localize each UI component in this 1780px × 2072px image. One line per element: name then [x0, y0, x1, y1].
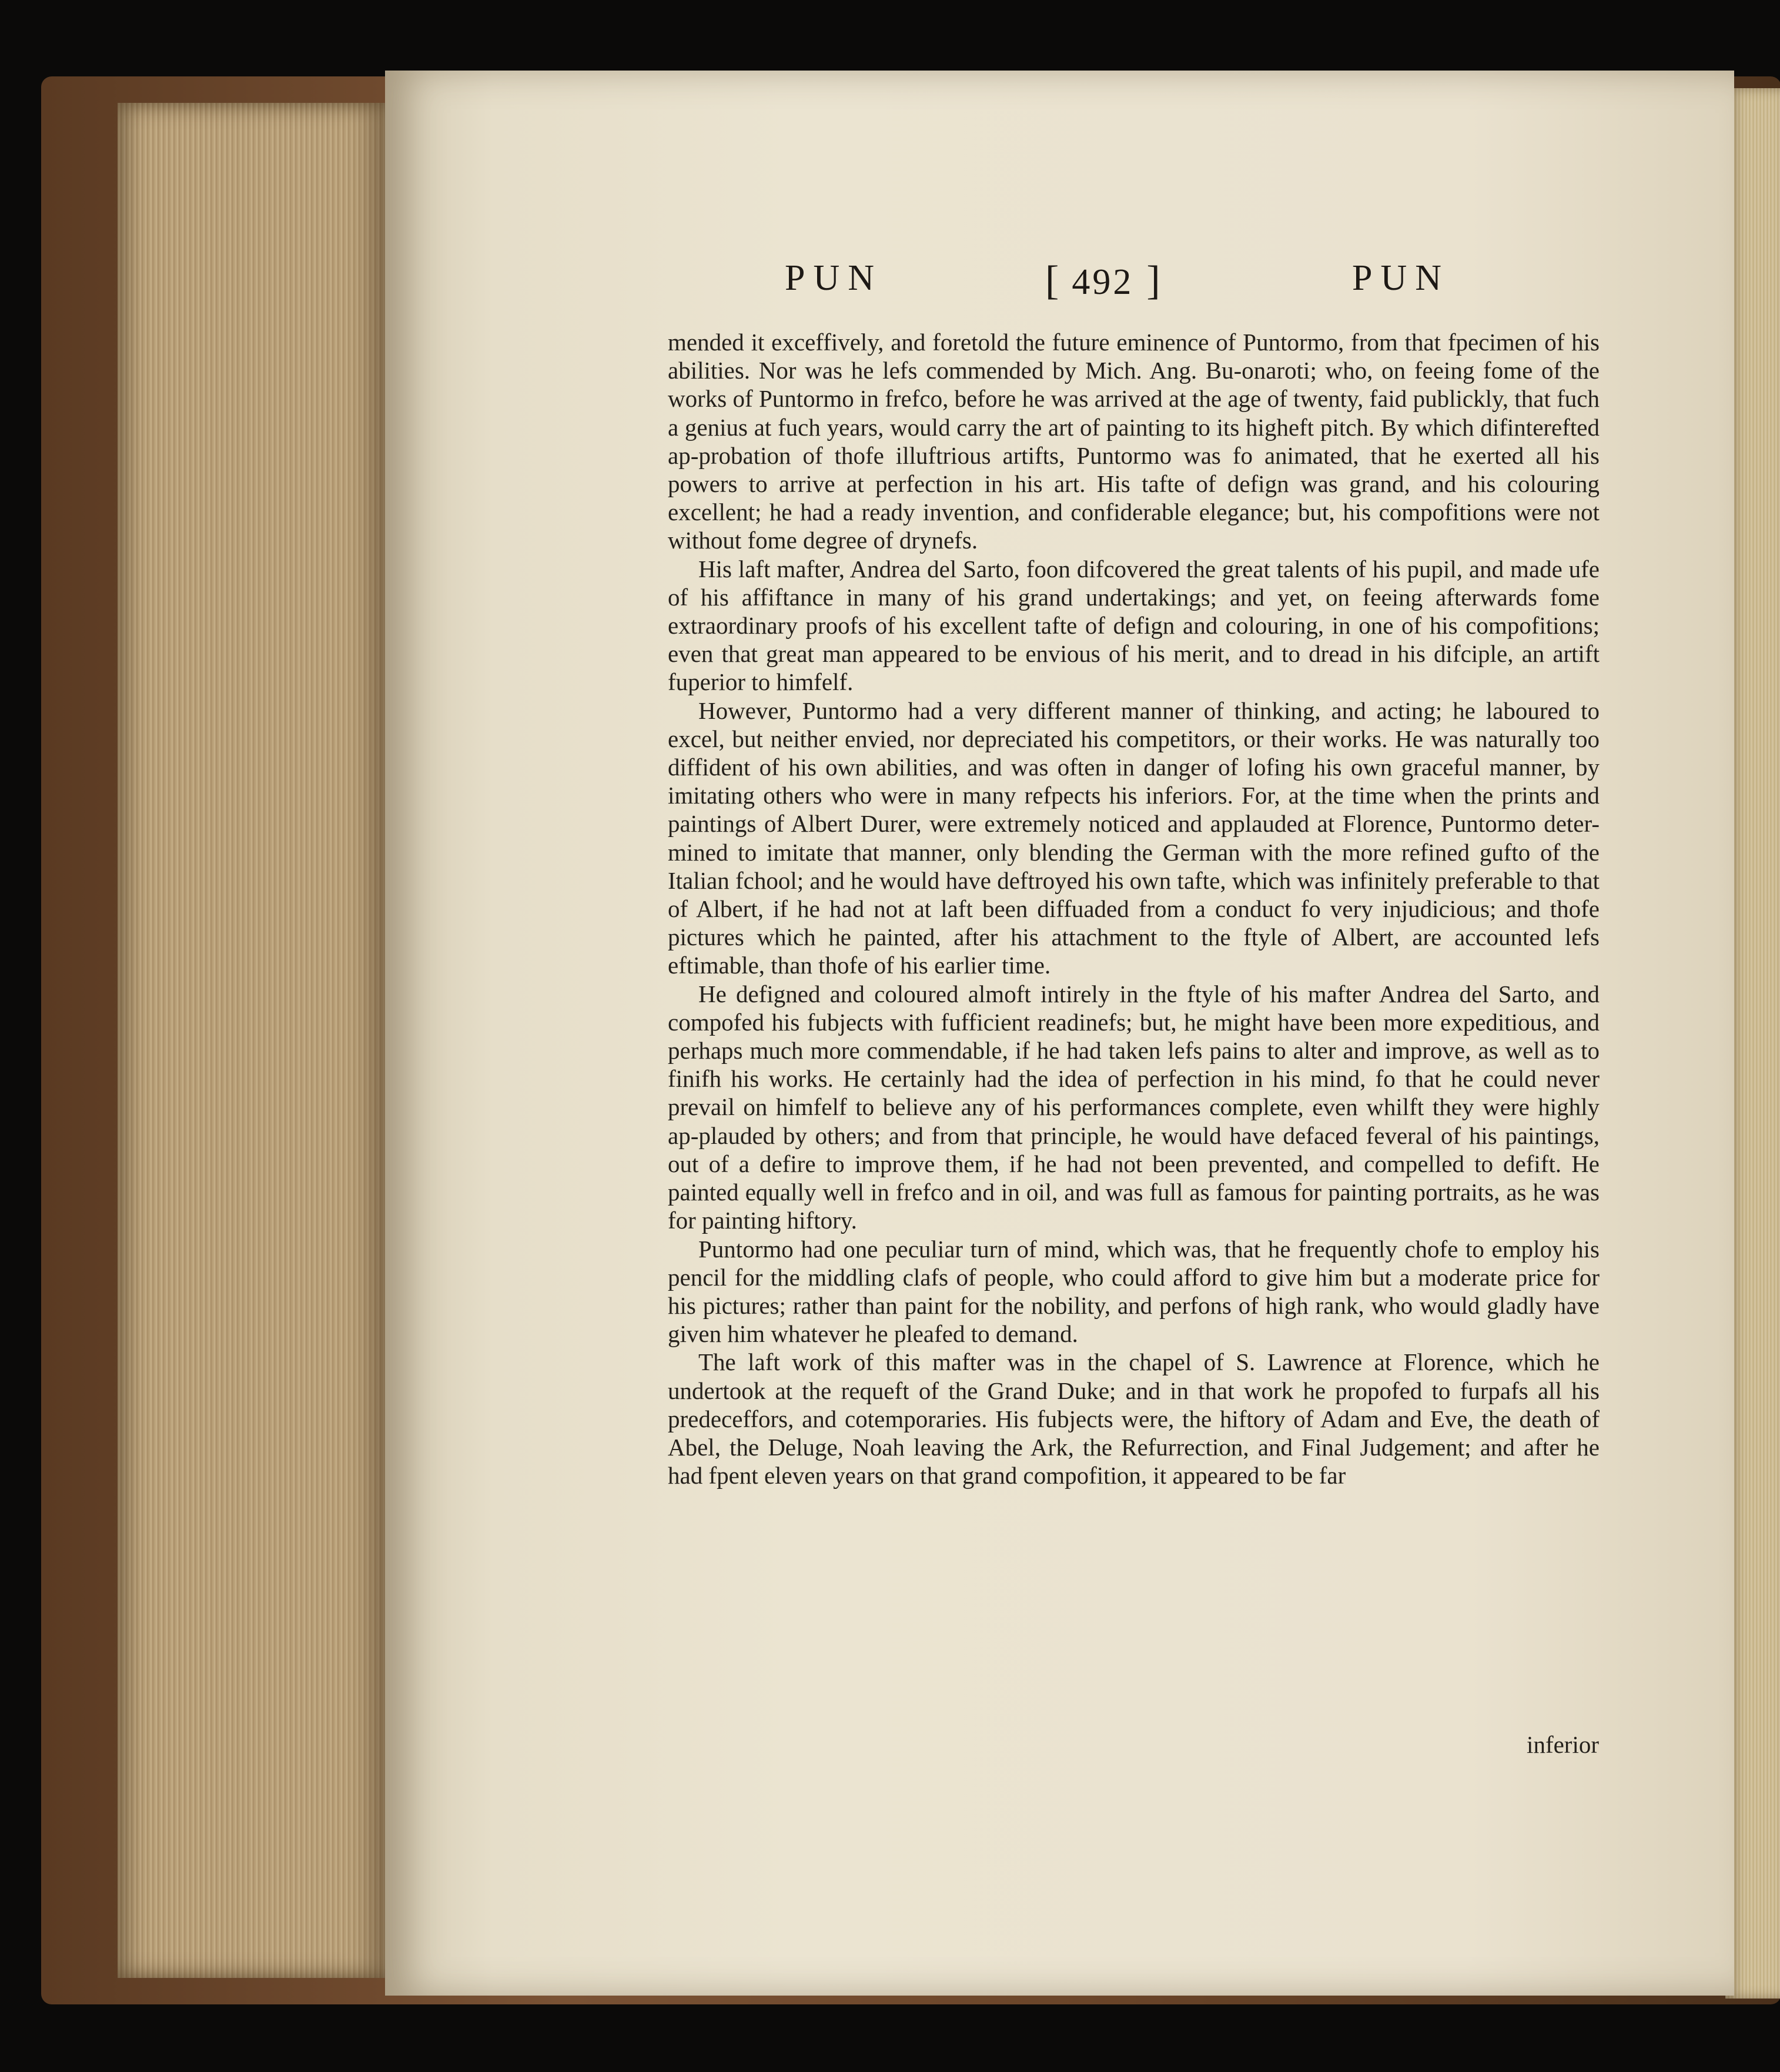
catchword: inferior [1527, 1731, 1599, 1758]
page-block-edge [118, 103, 388, 1978]
page-number: [ 492 ] [1045, 258, 1160, 303]
paragraph: The laft work of this mafter was in the chapel of S. Lawrence at Florence, which he undertook at the requeft of the Grand Duke; and in that work he propofed to furpafs all his predeceffors, and cotemporaries. His fubjects were, the hiftory of Adam and Eve, the death of Abel, the Deluge, Noah leaving the Ark, the Refurrection, and Final Judgement; and after he had fpent eleven years on that grand compofition, it appeared to be far [668, 1348, 1600, 1489]
body-text [668, 328, 1600, 1489]
paragraph: However, Puntormo had a very different manner of thinking, and acting; he laboured to excel, but neither envied, nor depreciated his competitors, or their works. He was naturally too diffident of his own abilities, and was often in danger of lofing his own graceful manner, by imitating others who were in many refpects his inferiors. For, at the time when the prints and paintings of Albert Durer, were extremely noticed and applauded at Florence, Puntormo deter-mined to imitate that manner, only blending the German with the more refined gufto of the Italian fchool; and he would have deftroyed his own tafte, which was infinitely preferable to that of Albert, if he had not at laft been diffuaded from a conduct fo very injudicious; and thofe pictures which he painted, after his attachment to the ftyle of Albert, are accounted lefs eftimable, than thofe of his earlier time. [668, 697, 1600, 979]
paragraph: His laft mafter, Andrea del Sarto, foon difcovered the great talents of his pupil, and made ufe of his affiftance in many of his grand undertakings; and yet, on feeing afterwards fome extraordinary proofs of his excellent tafte of defign and colouring, in one of his compofitions; even that great man appeared to be envious of his merit, and to dread in his difciple, an artift fuperior to himfelf. [668, 555, 1600, 696]
paragraph: He defigned and coloured almoft intirely in the ftyle of his mafter Andrea del Sarto, and compofed his fubjects with fufficient readinefs; but, he might have been more expeditious, and perhaps much more commendable, if he had taken lefs pains to alter and improve, as well as to finifh his works. He certainly had the idea of perfection in his mind, fo that he could never prevail on himfelf to believe any of his performances complete, even whilft they were highly ap-plauded by others; and from that principle, he would have defaced feveral of his paintings, out of a defire to improve them, if he had not been prevented, and compelled to defift. He painted equally well in frefco and in oil, and was full as famous for painting portraits, as he was for painting hiftory. [668, 980, 1600, 1234]
running-head-right: PUN [1352, 258, 1450, 298]
page-number-value: 492 [1072, 262, 1134, 302]
paragraph: Puntormo had one peculiar turn of mind, which was, that he frequently chofe to employ his pencil for the middling clafs of people, who could afford to give him but a moderate price for his pictures; rather than paint for the nobility, and perfons of high rank, who would gladly have given him whatever he pleafed to demand. [668, 1235, 1600, 1348]
running-head-left: PUN [785, 258, 883, 298]
paragraph: mended it exceffively, and foretold the future eminence of Puntormo, from that fpecimen of his abilities. Nor was he lefs commended by Mich. Ang. Bu-onaroti; who, on feeing fome of the works of Puntormo in frefco, before he was arrived at the age of twenty, faid publickly, that fuch a genius at fuch years, would carry the art of painting to its higheft pitch. By which difinterefted ap-probation of thofe illuftrious artifts, Puntormo was fo animated, that he exerted all his powers to arrive at perfection in his art. His tafte of defign was grand, and his colouring excellent; he had a ready invention, and confiderable elegance; but, his compofitions were not without fome degree of drynefs. [668, 329, 1600, 554]
